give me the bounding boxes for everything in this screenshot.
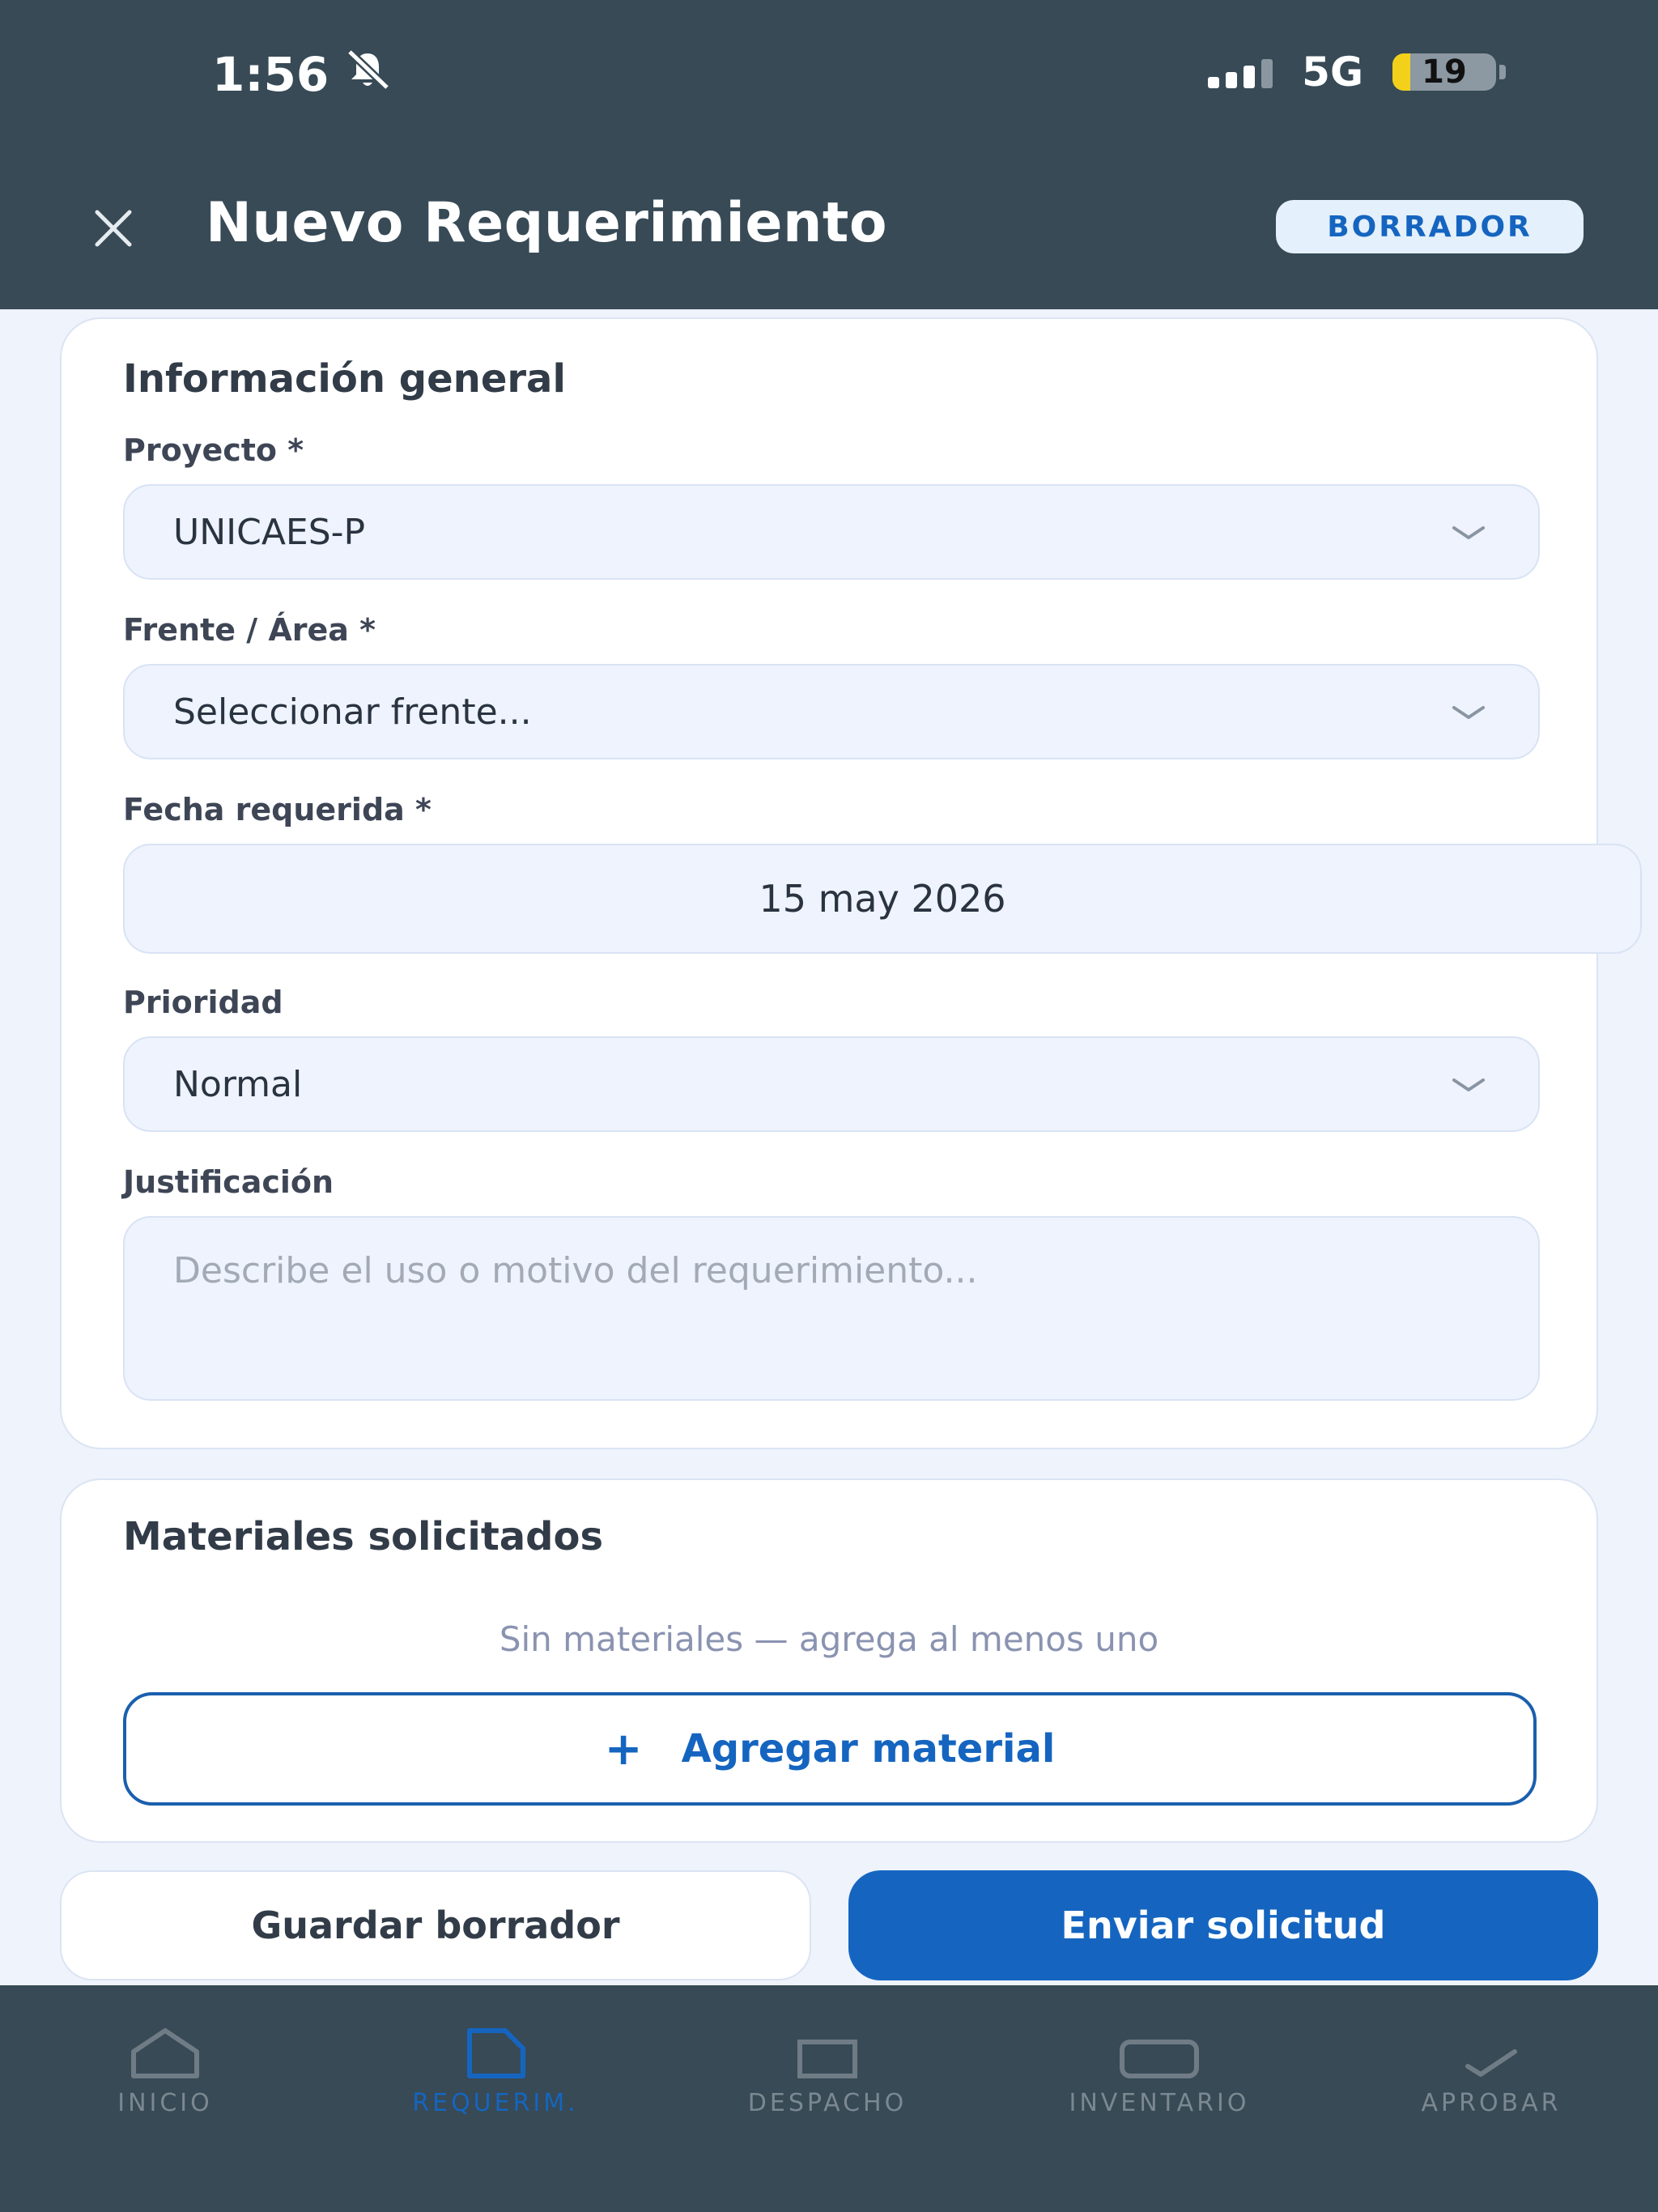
nav-label-aprobar: APROBAR xyxy=(1421,2089,1562,2117)
battery-level: 19 xyxy=(1422,53,1467,91)
chevron-down-icon xyxy=(1451,698,1486,727)
priority-value: Normal xyxy=(173,1063,303,1105)
project-label: Proyecto * xyxy=(123,432,304,468)
justification-label: Justificación xyxy=(123,1164,334,1200)
page-title: Nuevo Requerimiento xyxy=(206,191,888,255)
date-picker[interactable] xyxy=(123,844,1642,954)
nav-label-requerim: REQUERIM. xyxy=(412,2089,579,2117)
status-time xyxy=(212,47,392,102)
battery-icon xyxy=(1392,53,1506,91)
inventory-icon xyxy=(1119,2010,1200,2079)
check-icon xyxy=(1463,2010,1520,2079)
general-info-card xyxy=(60,317,1598,1449)
materials-empty-message: Sin materiales — agrega al menos uno xyxy=(499,1619,1159,1659)
nav-item-despacho[interactable] xyxy=(706,2010,949,2131)
front-label: Frente / Área * xyxy=(123,612,376,648)
materials-card xyxy=(60,1478,1598,1843)
save-draft-button[interactable]: Guardar borrador xyxy=(60,1870,811,1980)
general-info-title: Información general xyxy=(123,356,566,402)
top-bar xyxy=(0,0,1658,309)
submit-button[interactable]: Enviar solicitud xyxy=(848,1870,1598,1980)
add-material-label: Agregar material xyxy=(681,1726,1056,1772)
front-value: Seleccionar frente... xyxy=(173,691,532,733)
status-badge: BORRADOR xyxy=(1276,200,1584,253)
document-icon xyxy=(463,2010,528,2079)
plus-icon: + xyxy=(604,1722,643,1776)
date-value: 15 may 2026 xyxy=(759,877,1006,921)
nav-item-aprobar[interactable] xyxy=(1370,2010,1613,2131)
justification-placeholder: Describe el uso o motivo del requerimiento... xyxy=(173,1250,978,1291)
network-type: 5G xyxy=(1302,49,1363,96)
signal-icon xyxy=(1208,56,1273,88)
bottom-nav xyxy=(0,1985,1658,2212)
close-icon xyxy=(91,206,136,251)
materials-title: Materiales solicitados xyxy=(123,1514,604,1559)
priority-label: Prioridad xyxy=(123,985,283,1020)
nav-label-inicio: INICIO xyxy=(117,2089,213,2117)
date-label: Fecha requerida * xyxy=(123,792,432,827)
nav-item-inventario[interactable] xyxy=(1038,2010,1281,2131)
box-icon xyxy=(797,2010,858,2079)
status-indicators xyxy=(1208,49,1506,96)
status-time-text: 1:56 xyxy=(212,47,329,102)
project-value: UNICAES-P xyxy=(173,511,366,553)
front-select[interactable] xyxy=(123,664,1540,759)
close-button[interactable] xyxy=(81,196,146,261)
justification-textarea[interactable] xyxy=(123,1216,1540,1401)
project-select[interactable] xyxy=(123,484,1540,580)
home-icon xyxy=(129,2010,202,2079)
nav-label-inventario: INVENTARIO xyxy=(1069,2089,1250,2117)
chevron-down-icon xyxy=(1451,1070,1486,1100)
nav-item-inicio[interactable] xyxy=(44,2010,287,2131)
add-material-button[interactable] xyxy=(123,1692,1537,1806)
nav-label-despacho: DESPACHO xyxy=(747,2089,908,2117)
nav-item-requerim[interactable] xyxy=(374,2010,617,2131)
priority-select[interactable] xyxy=(123,1036,1540,1132)
bell-muted-icon xyxy=(343,47,392,102)
chevron-down-icon xyxy=(1451,518,1486,547)
